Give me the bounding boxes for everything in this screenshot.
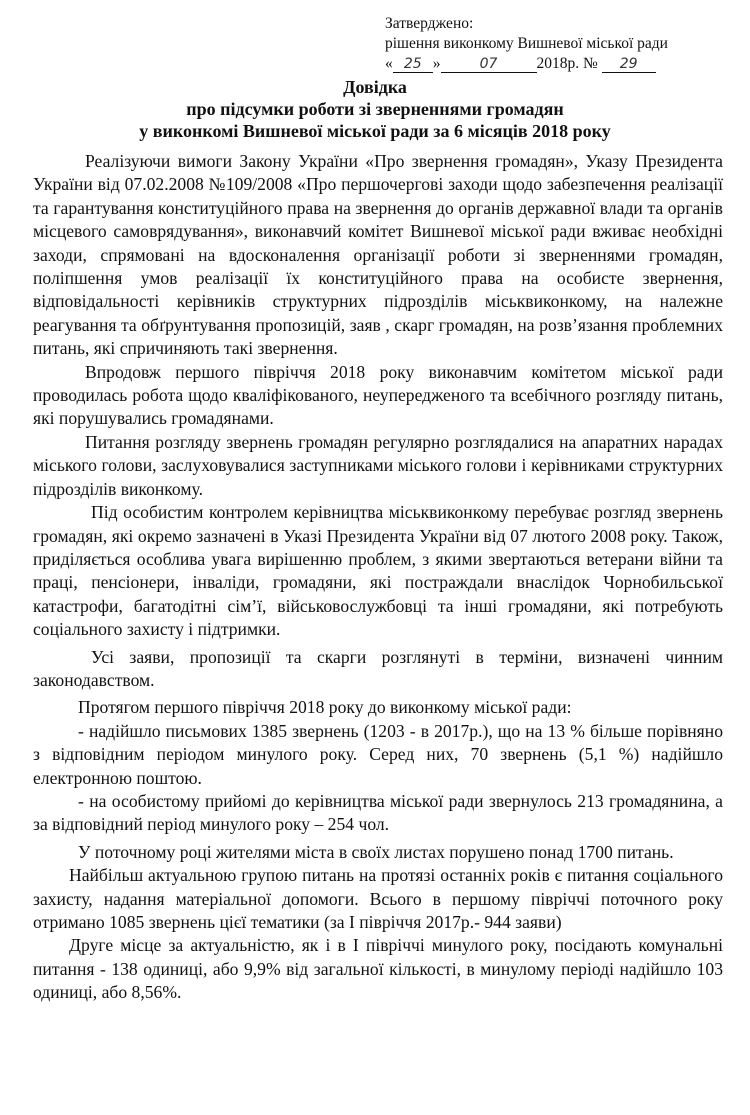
approval-month: 07 — [441, 56, 537, 73]
title-line-3: у виконкомі Вишневої міської ради за 6 місяців 2018 року — [139, 121, 611, 141]
title-line-2: про підсумки роботи зі зверненнями громадян — [186, 99, 564, 119]
approval-day: 25 — [393, 56, 433, 73]
paragraph-issues-count: У поточному році жителями міста в своїх листах порушено понад 1700 питань. — [78, 841, 674, 862]
paragraph-intro: Реалізуючи вимоги Закону України «Про звернення громадян», Указу Президента України від 07.02.2008 №109/2008 «Про першочергові заходи щодо забезпечення реалізації та гарантування конституційного права на звернення до органів державної влади та органів місцевого самоврядування», виконавчий комітет Вишневої міської ради вживає необхідні заходи, спрямовані на вдосконалення організації роботи зі зверненнями громадян, поліпшення умов реалізації їх конституційного права на особисте звернення, відповідальності керівників структурних підрозділів міськвиконкому, на належне реагування та обґрунтування пропозицій, заяв , скарг громадян, на розв’язання проблемних питань, які спричиняють такі звернення. — [33, 151, 723, 359]
approval-year-text: 2018р. № — [536, 55, 598, 72]
paragraph-written-appeals: - надійшло письмових 1385 звернень (1203 - в 2017р.), що на 13 % більше порівняно з відповідним періодом минулого року. Серед них, 70 звернень (5,1 %) надійшло електронною поштою. — [33, 720, 723, 788]
paragraph-terms: Усі заяви, пропозиції та скарги розглянуті в терміни, визначені чинним законодавством. — [33, 646, 723, 690]
approval-block — [385, 14, 668, 74]
close-quote: » — [432, 55, 441, 72]
approval-decision: рішення виконкому Вишневої міської ради — [385, 35, 668, 52]
approval-label: Затверджено: — [385, 15, 474, 32]
paragraph-personal-reception: - на особистому прийомі до керівництва міської ради звернулось 213 громадянина, а за відповідний період минулого року – 254 чол. — [33, 790, 723, 835]
document-title — [0, 76, 750, 142]
paragraph-statistics-intro: Протягом першого півріччя 2018 року до виконкому міської ради: — [78, 697, 572, 718]
title-line-1: Довідка — [343, 77, 407, 97]
open-quote: « — [385, 55, 393, 72]
approval-number: 29 — [602, 56, 656, 73]
paragraph-communal-issues: Друге місце за актуальністю, як і в І півріччі минулого року, посідають комунальні питання - 138 одиниці, або 9,9% від загальної кількості, в минулому періоді надійшло 103 одиниці, або 8,56%. — [33, 935, 723, 1003]
paragraph-meetings: Питання розгляду звернень громадян регулярно розглядалися на апаратних нарадах міського голови, заслуховувалися заступниками міського голови і керівниками структурних підрозділів виконкому. — [33, 431, 723, 499]
paragraph-first-half-year: Впродовж першого півріччя 2018 року виконавчим комітетом міської ради проводилась робота щодо кваліфікованого, неупередженого та всебічного розгляду питань, які порушувались громадянами. — [33, 361, 723, 429]
approval-date-line — [385, 54, 668, 74]
paragraph-control: Під особистим контролем керівництва міськвиконкому перебуває розгляд звернень громадян, які окремо зазначені в Указі Президента України від 07 лютого 2008 року. Також, приділяється особлива увага вирішенню проблем, з якими звертаються ветерани війни та праці, пенсіонери, інваліди, громадяни, які постраждали внаслідок Чорнобильської катастрофи, багатодітні сім’ї, військовослужбовці та інші громадяни, які потребують соціального захисту і підтримки. — [33, 502, 723, 640]
paragraph-social-protection: Найбільш актуальною групою питань на протязі останніх років є питання соціального захисту, надання матеріальної допомоги. Всього в першому півріччі поточного року отримано 1085 звернень цієї тематики (за І півріччя 2017р.- 944 заяви) — [33, 865, 723, 932]
document-body — [33, 150, 723, 1005]
